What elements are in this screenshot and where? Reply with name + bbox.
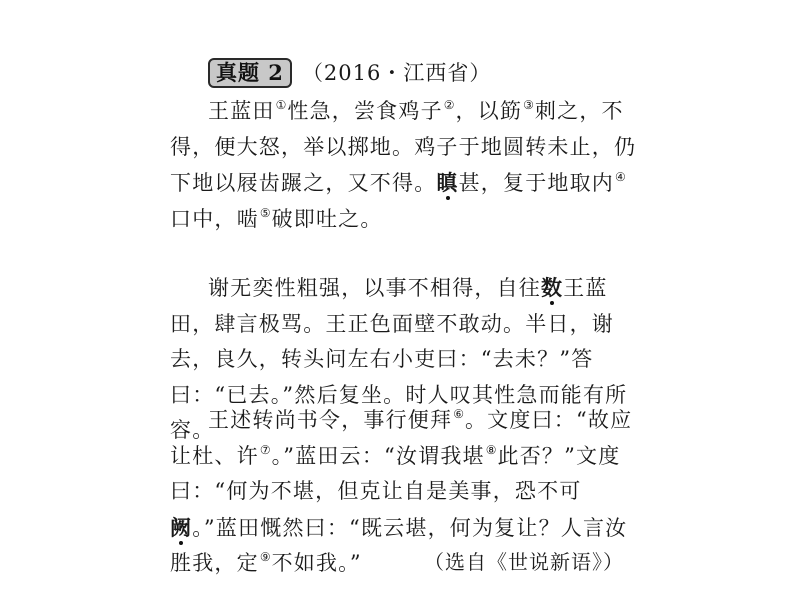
emphasized-word: 瞋: [436, 170, 459, 195]
emphasized-word: 阙: [170, 514, 193, 540]
text-segment: 此否？”文度曰：“何为不堪，但克让自是美事，恐不可: [170, 443, 621, 503]
exam-source: （2016・江西省）: [301, 61, 492, 85]
text-segment: 不如我。”: [271, 551, 362, 575]
footnote-marker: ④: [615, 170, 626, 184]
text-segment: 谢无奕性粗强，以事不相得，自往: [208, 276, 541, 300]
footnote-marker: ⑦: [259, 442, 271, 457]
text-segment: 。”蓝田慨然曰：“既云堪，何为复让？人言汝胜我，定: [170, 515, 628, 575]
text-segment: 王蓝田，肆言极骂。王正色面壁不敢动。半日，谢去，良久，转头问左右小吏曰：“去未？”答曰：“已去。”然后复坐。时人叹其性急而能有所容。: [170, 276, 628, 442]
emphasized-word: 数: [541, 275, 564, 300]
text-segment: 破即吐之。: [271, 206, 383, 231]
passage-paragraph-1: [170, 94, 640, 237]
text-segment: 。”蓝田云：“汝谓我堪: [271, 443, 485, 468]
text-segment: 。文度曰：“故应让杜、许: [170, 408, 633, 468]
text-segment: ，以筯: [455, 99, 523, 123]
footnote-marker: ⑨: [259, 550, 271, 564]
footnote-marker: ⑥: [453, 407, 464, 421]
text-segment: 王蓝田: [208, 99, 275, 123]
text-segment: 刺之，不得，便大怒，举以掷地。鸡子于地圆转未止，仍下地以屐齿蹍之，又不得。: [170, 99, 637, 195]
text-segment: 性急，尝食鸡子: [287, 99, 443, 123]
source-citation: （选自《世说新语》）: [424, 550, 624, 574]
footnote-marker: ⑧: [485, 442, 497, 457]
text-segment: 甚，复于地取内: [458, 171, 615, 195]
exam-question-badge: 真题 2: [208, 58, 292, 88]
footnote-marker: ①: [275, 98, 287, 112]
text-segment: 口中，啮: [170, 206, 259, 231]
footnote-marker: ②: [443, 98, 455, 112]
footnote-marker: ⑤: [259, 205, 271, 220]
text-segment: 王述转尚书令，事行便拜: [208, 408, 453, 432]
footnote-marker: ③: [523, 98, 534, 112]
question-header: [208, 59, 491, 87]
